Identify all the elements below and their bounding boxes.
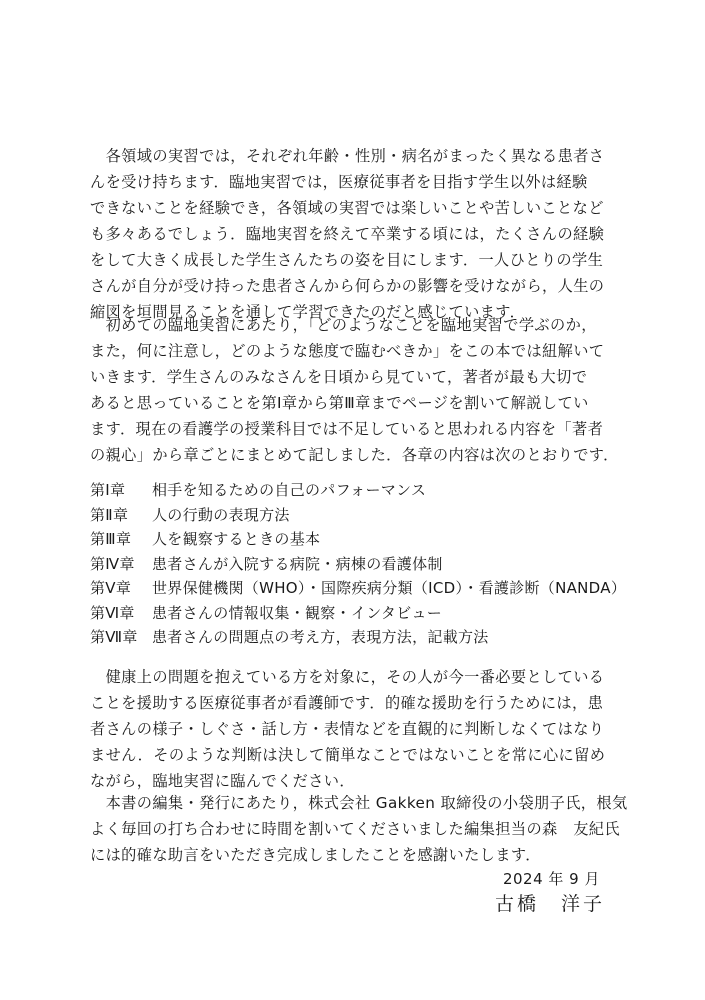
text-line: よく毎回の打ち合わせに時間を割いてくださいました編集担当の森 友紀氏 — [90, 820, 620, 838]
text-line: 各領域の実習では，それぞれ年齢・性別・病名がまったく異なる患者さ — [90, 147, 605, 165]
chapter-title: 相手を知るための自己のパフォーマンス — [152, 481, 427, 499]
text-line: 者さんの様子・しぐさ・話し方・表情などを直観的に判断しなくてはなり — [90, 720, 605, 738]
text-line: ことを援助する医療従事者が看護師です．的確な援助を行うためには，患 — [90, 694, 604, 712]
text-line: ます．現在の看護学の授業科目では不足していると思われる内容を「著者 — [90, 420, 604, 438]
text-line: できないことを経験でき，各領域の実習では楽しいことや苦しいことなど — [90, 199, 604, 217]
text-line: 本書の編集・発行にあたり，株式会社 Gakken 取締役の小袋朋子氏，根気 — [90, 794, 628, 812]
chapter-number: 第Ⅲ章 — [90, 530, 132, 548]
chapter-number: 第Ⅱ章 — [90, 505, 129, 524]
chapter-title: 人を観察するときの基本 — [152, 530, 321, 548]
text-line: んを受け持ちます．臨地実習では，医療従事者を目指す学生以外は経験 — [90, 173, 588, 191]
chapter-title: 人の行動の表現方法 — [152, 505, 290, 524]
chapter-item — [90, 527, 630, 552]
chapter-item — [90, 552, 630, 577]
chapter-title: 世界保健機関（WHO）・国際疾病分類（ICD）・看護診断（NANDA） — [152, 579, 627, 597]
chapter-list — [90, 478, 630, 650]
text-line: には的確な助言をいただき完成しましたことを感謝いたします． — [90, 846, 541, 864]
text-line: いきます．学生さんのみなさんを日頃から見ていて，著者が最も大切で — [90, 368, 588, 386]
text-line: 縮図を垣間見ることを通して学習できたのだと感じています． — [90, 303, 526, 321]
preface-paragraph-1 — [90, 143, 610, 325]
text-line: あると思っていることを第Ⅰ章から第Ⅲ章までページを割いて解説してい — [90, 394, 589, 412]
chapter-number: 第Ⅴ章 — [90, 579, 132, 597]
preface-paragraph-3 — [90, 664, 610, 794]
chapter-number: 第Ⅶ章 — [90, 628, 138, 646]
chapter-title: 患者さんの問題点の考え方，表現方法，記載方法 — [152, 628, 489, 646]
text-line: も多々あるでしょう．臨地実習を終えて卒業する頃には，たくさんの経験 — [90, 225, 605, 243]
text-line: をして大きく成長した学生さんたちの姿を目にします．一人ひとりの学生 — [90, 251, 604, 269]
signature-author: 古橋 洋子 — [494, 893, 605, 915]
chapter-item — [90, 478, 630, 503]
text-line: また，何に注意し，どのような態度で臨むべきか」をこの本では紐解いて — [90, 342, 605, 360]
text-line: の親心」から章ごとにまとめて記しました．各章の内容は次のとおりです． — [90, 446, 619, 464]
text-line: ながら，臨地実習に臨んでください． — [90, 772, 355, 790]
chapter-item — [90, 503, 630, 528]
text-line: さんが自分が受け持った患者さんから何らかの影響を受けながら，人生の — [90, 277, 605, 295]
chapter-title: 患者さんが入院する病院・病棟の看護体制 — [152, 554, 443, 573]
signature-date: 2024 年 9 月 — [502, 870, 600, 888]
chapter-item — [90, 601, 630, 626]
preface-paragraph-2 — [90, 312, 619, 468]
text-line: ません．そのような判断は決して簡単なことではないことを常に心に留め — [90, 746, 606, 764]
chapter-item — [90, 625, 630, 650]
chapter-item — [90, 576, 630, 601]
text-line: 健康上の問題を抱えている方を対象に，その人が今一番必要としている — [90, 668, 605, 686]
text-line: 初めての臨地実習にあたり，「どのようなことを臨地実習で学ぶのか， — [90, 316, 597, 334]
chapter-number: 第Ⅰ章 — [90, 481, 126, 499]
chapter-number: 第Ⅳ章 — [90, 554, 135, 573]
preface-paragraph-4 — [90, 790, 628, 868]
chapter-number: 第Ⅵ章 — [90, 603, 135, 622]
chapter-title: 患者さんの情報収集・観察・インタビュー — [152, 603, 443, 622]
